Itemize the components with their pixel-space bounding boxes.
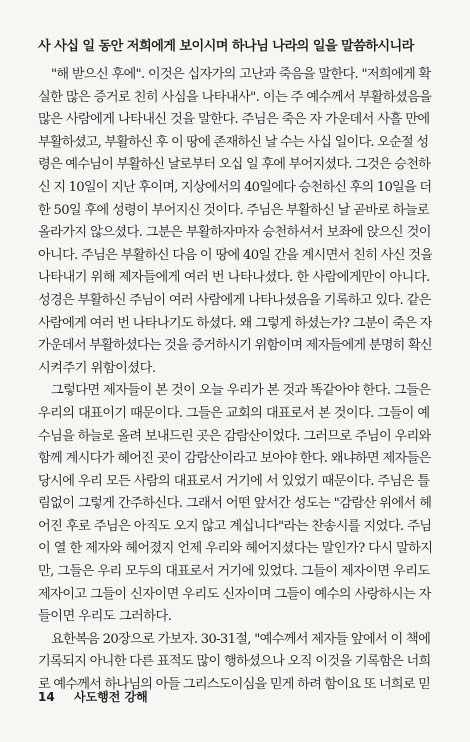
page-number: 14 <box>38 690 55 704</box>
text-line: 아니다. 주님은 부활하신 다음 이 땅에 40일 간을 계시면서 친히 사신 것을 <box>38 247 432 263</box>
text-line: 시켜주기 위함이셨다. <box>38 360 156 376</box>
text-line: 제자이고 그들이 신자이면 우리도 신자이며 그들이 예수의 사랑하시는 자 <box>38 586 431 602</box>
page-footer <box>38 688 148 706</box>
body-text <box>38 64 432 697</box>
paragraph-3 <box>38 629 432 697</box>
text-line: 이 열 한 제자와 헤어졌지 언제 우리와 헤어지셨다는 말인가? 다시 말하지 <box>38 541 432 557</box>
text-line: 올라가지 않으셨다. 그분은 부활하자마자 승천하셔서 보좌에 앉으신 것이 <box>38 225 431 241</box>
text-line: 가운데서 부활하셨다는 것을 증거하시기 위함이며 제자들에게 분명히 확신 <box>38 338 432 354</box>
text-line: 로 예수께서 하나님의 아들 그리스도이심을 믿게 하려 함이요 또 너희로 믿 <box>38 677 431 693</box>
text-line: 요한복음 20장으로 가보자. 30-31절, "예수께서 제자들 앞에서 이 책에 <box>51 631 431 647</box>
text-line: 기록되지 아니한 다른 표적도 많이 행하셨으나 오직 이것을 기록함은 너희 <box>38 654 431 670</box>
text-line: 들이면 우리도 그러하다. <box>38 609 172 625</box>
text-line: 당시에 우리 모든 사람의 대표로서 거기에 서 있었기 때문이다. 주님은 틀 <box>38 473 430 489</box>
text-line: 신 지 10일이 지난 후이며, 지상에서의 40일에다 승천하신 후의 10일을 더 <box>38 179 432 195</box>
paragraph-2 <box>38 380 432 629</box>
book-title: 사도행전 강해 <box>74 690 148 704</box>
text-line: 한 50일 후에 성령이 부어지신 것이다. 주님은 부활하신 날 곧바로 하늘로 <box>38 202 429 218</box>
text-line: 만, 그들은 우리 모두의 대표로서 거기에 있었다. 그들이 제자이면 우리도 <box>38 564 430 580</box>
text-line: 사람에게 여러 번 나타나기도 하셨다. 왜 그렇게 하셨는가? 그분이 죽은 자 <box>38 315 432 331</box>
text-line: 부활하셨고, 부활하신 후 이 땅에 존재하신 날 수는 사십 일이다. 오순절 성 <box>38 134 429 150</box>
text-line: "해 받으신 후에". 이것은 십자가의 고난과 죽음을 말한다. "저희에게 확 <box>51 67 431 82</box>
text-line: 수님을 하늘로 올려 보내드린 곳은 감람산이었다. 그러므로 주님이 우리와 <box>38 428 431 444</box>
text-line: 함께 계시다가 헤어진 곳이 감람산이라고 보아야 한다. 왜냐하면 제자들은 <box>38 451 431 467</box>
paragraph-1 <box>38 64 432 380</box>
text-line: 그렇다면 제자들이 본 것이 오늘 우리가 본 것과 똑같아야 한다. 그들은 <box>51 383 431 399</box>
text-line: 성경은 부활하신 주님이 여러 사람에게 나타나셨음을 기록하고 있다. 같은 <box>38 292 431 308</box>
text-line: 나타내기 위해 제자들에게 여러 번 나타나셨다. 한 사람에게만이 아니다. <box>38 270 430 286</box>
text-line: 실한 많은 증거로 친히 사심을 나타내사". 이는 주 예수께서 부활하셨음을 <box>38 89 432 105</box>
text-line: 많은 사람에게 나타내신 것을 말한다. 주님은 죽은 자 가운데서 사흘 만에 <box>38 112 430 128</box>
text-line: 어진 후로 주님은 아직도 오지 않고 계십니다"라는 찬송시를 지었다. 주님 <box>38 518 432 534</box>
text-line: 우리의 대표이기 때문이다. 그들은 교회의 대표로서 본 것이다. 그들이 예 <box>38 405 430 421</box>
text-line: 령은 예수님이 부활하신 날로부터 오십 일 후에 부어지셨다. 그것은 승천하 <box>38 157 431 173</box>
section-heading: 사 사십 일 동안 저희에게 보이시며 하나님 나라의 일을 말씀하시니라 <box>38 39 414 54</box>
text-line: 림없이 그렇게 간주하신다. 그래서 어떤 앞서간 성도는 "감람산 위에서 헤 <box>38 496 432 512</box>
